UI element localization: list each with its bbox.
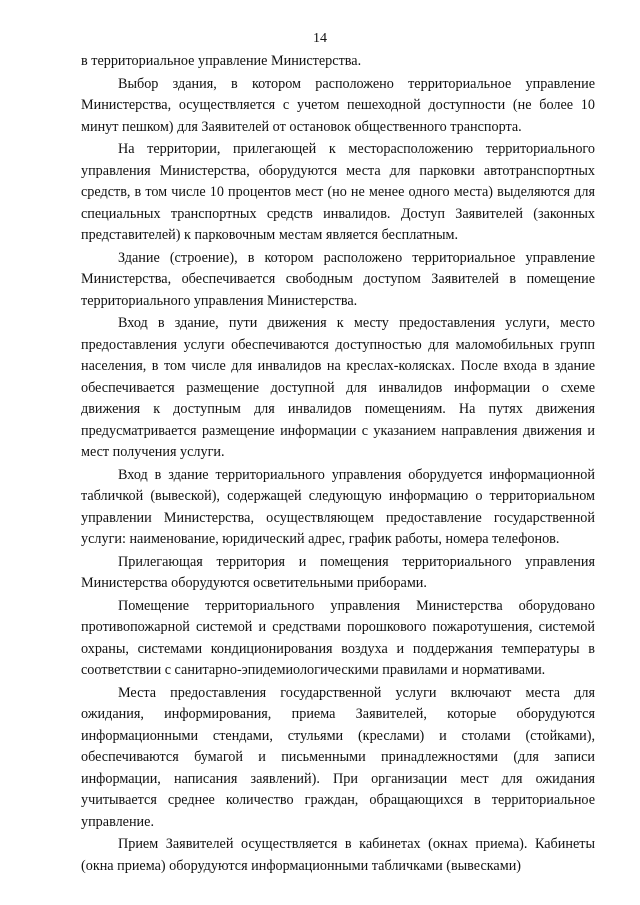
paragraph-reception: Прием Заявителей осуществляется в кабинетах (окнах приема). Кабинеты (окна приема) оборудуются информационными табличками (вывесками) — [81, 836, 595, 874]
paragraph-waiting-areas: Места предоставления государственной услуги включают места для ожидания, информирования, приема Заявителей, которые оборудуются информационными стендами, стульями (креслами) и столами (стойками), обеспечиваются бумагой и письменными принадлежностями (для записи информации, написания заявлений). При организации мест для ожидания учитывается среднее количество граждан, обращающихся в территориальное управление. — [81, 684, 595, 830]
paragraph-building-choice: Выбор здания, в котором расположено территориальное управление Министерства, осуществляется с учетом пешеходной доступности (не более 10 минут пешком) для Заявителей от остановок общественного транспорта. — [81, 75, 595, 135]
paragraph-lighting: Прилегающая территория и помещения территориального управления Министерства оборудуются осветительными приборами. — [81, 553, 595, 591]
paragraph-accessibility: Вход в здание, пути движения к месту предоставления услуги, место предоставления услуги обеспечиваются доступностью для маломобильных групп населения, в том числе для инвалидов на креслах-колясках. После входа в здание обеспечивается размещение доступной для инвалидов информации о схеме движения к доступным для инвалидов помещениям. На путях движения предусматривается размещение информации с указанием направления движения и мест получения услуги. — [81, 315, 595, 460]
paragraph-building-access: Здание (строение), в котором расположено территориальное управление Министерства, обеспечивается свободным доступом Заявителей в помещение территориального управления Министерства. — [81, 249, 595, 309]
body-text — [81, 51, 595, 878]
page-number: 14 — [313, 31, 327, 46]
paragraph-continuation: в территориальное управление Министерства. — [81, 53, 362, 69]
paragraph-safety-systems: Помещение территориального управления Министерства оборудовано противопожарной системой и средствами порошкового пожаротушения, системой охраны, системами кондиционирования воздуха и поддержания температуры в соответствии с санитарно-эпидемиологическими правилами и нормативами. — [81, 597, 595, 678]
paragraph-entrance-sign: Вход в здание территориального управления оборудуется информационной табличкой (вывеской), содержащей следующую информацию о территориальном управлении Министерства, осуществляющем предоставление государственной услуги: наименование, юридический адрес, график работы, номера телефонов. — [81, 466, 595, 547]
paragraph-parking: На территории, прилегающей к месторасположению территориального управления Министерства, оборудуются места для парковки автотранспортных средств, в том числе 10 процентов мест (но не менее одного места) выделяются для специальных транспортных средств инвалидов. Доступ Заявителей (законных представителей) к парковочным местам является бесплатным. — [81, 141, 595, 243]
